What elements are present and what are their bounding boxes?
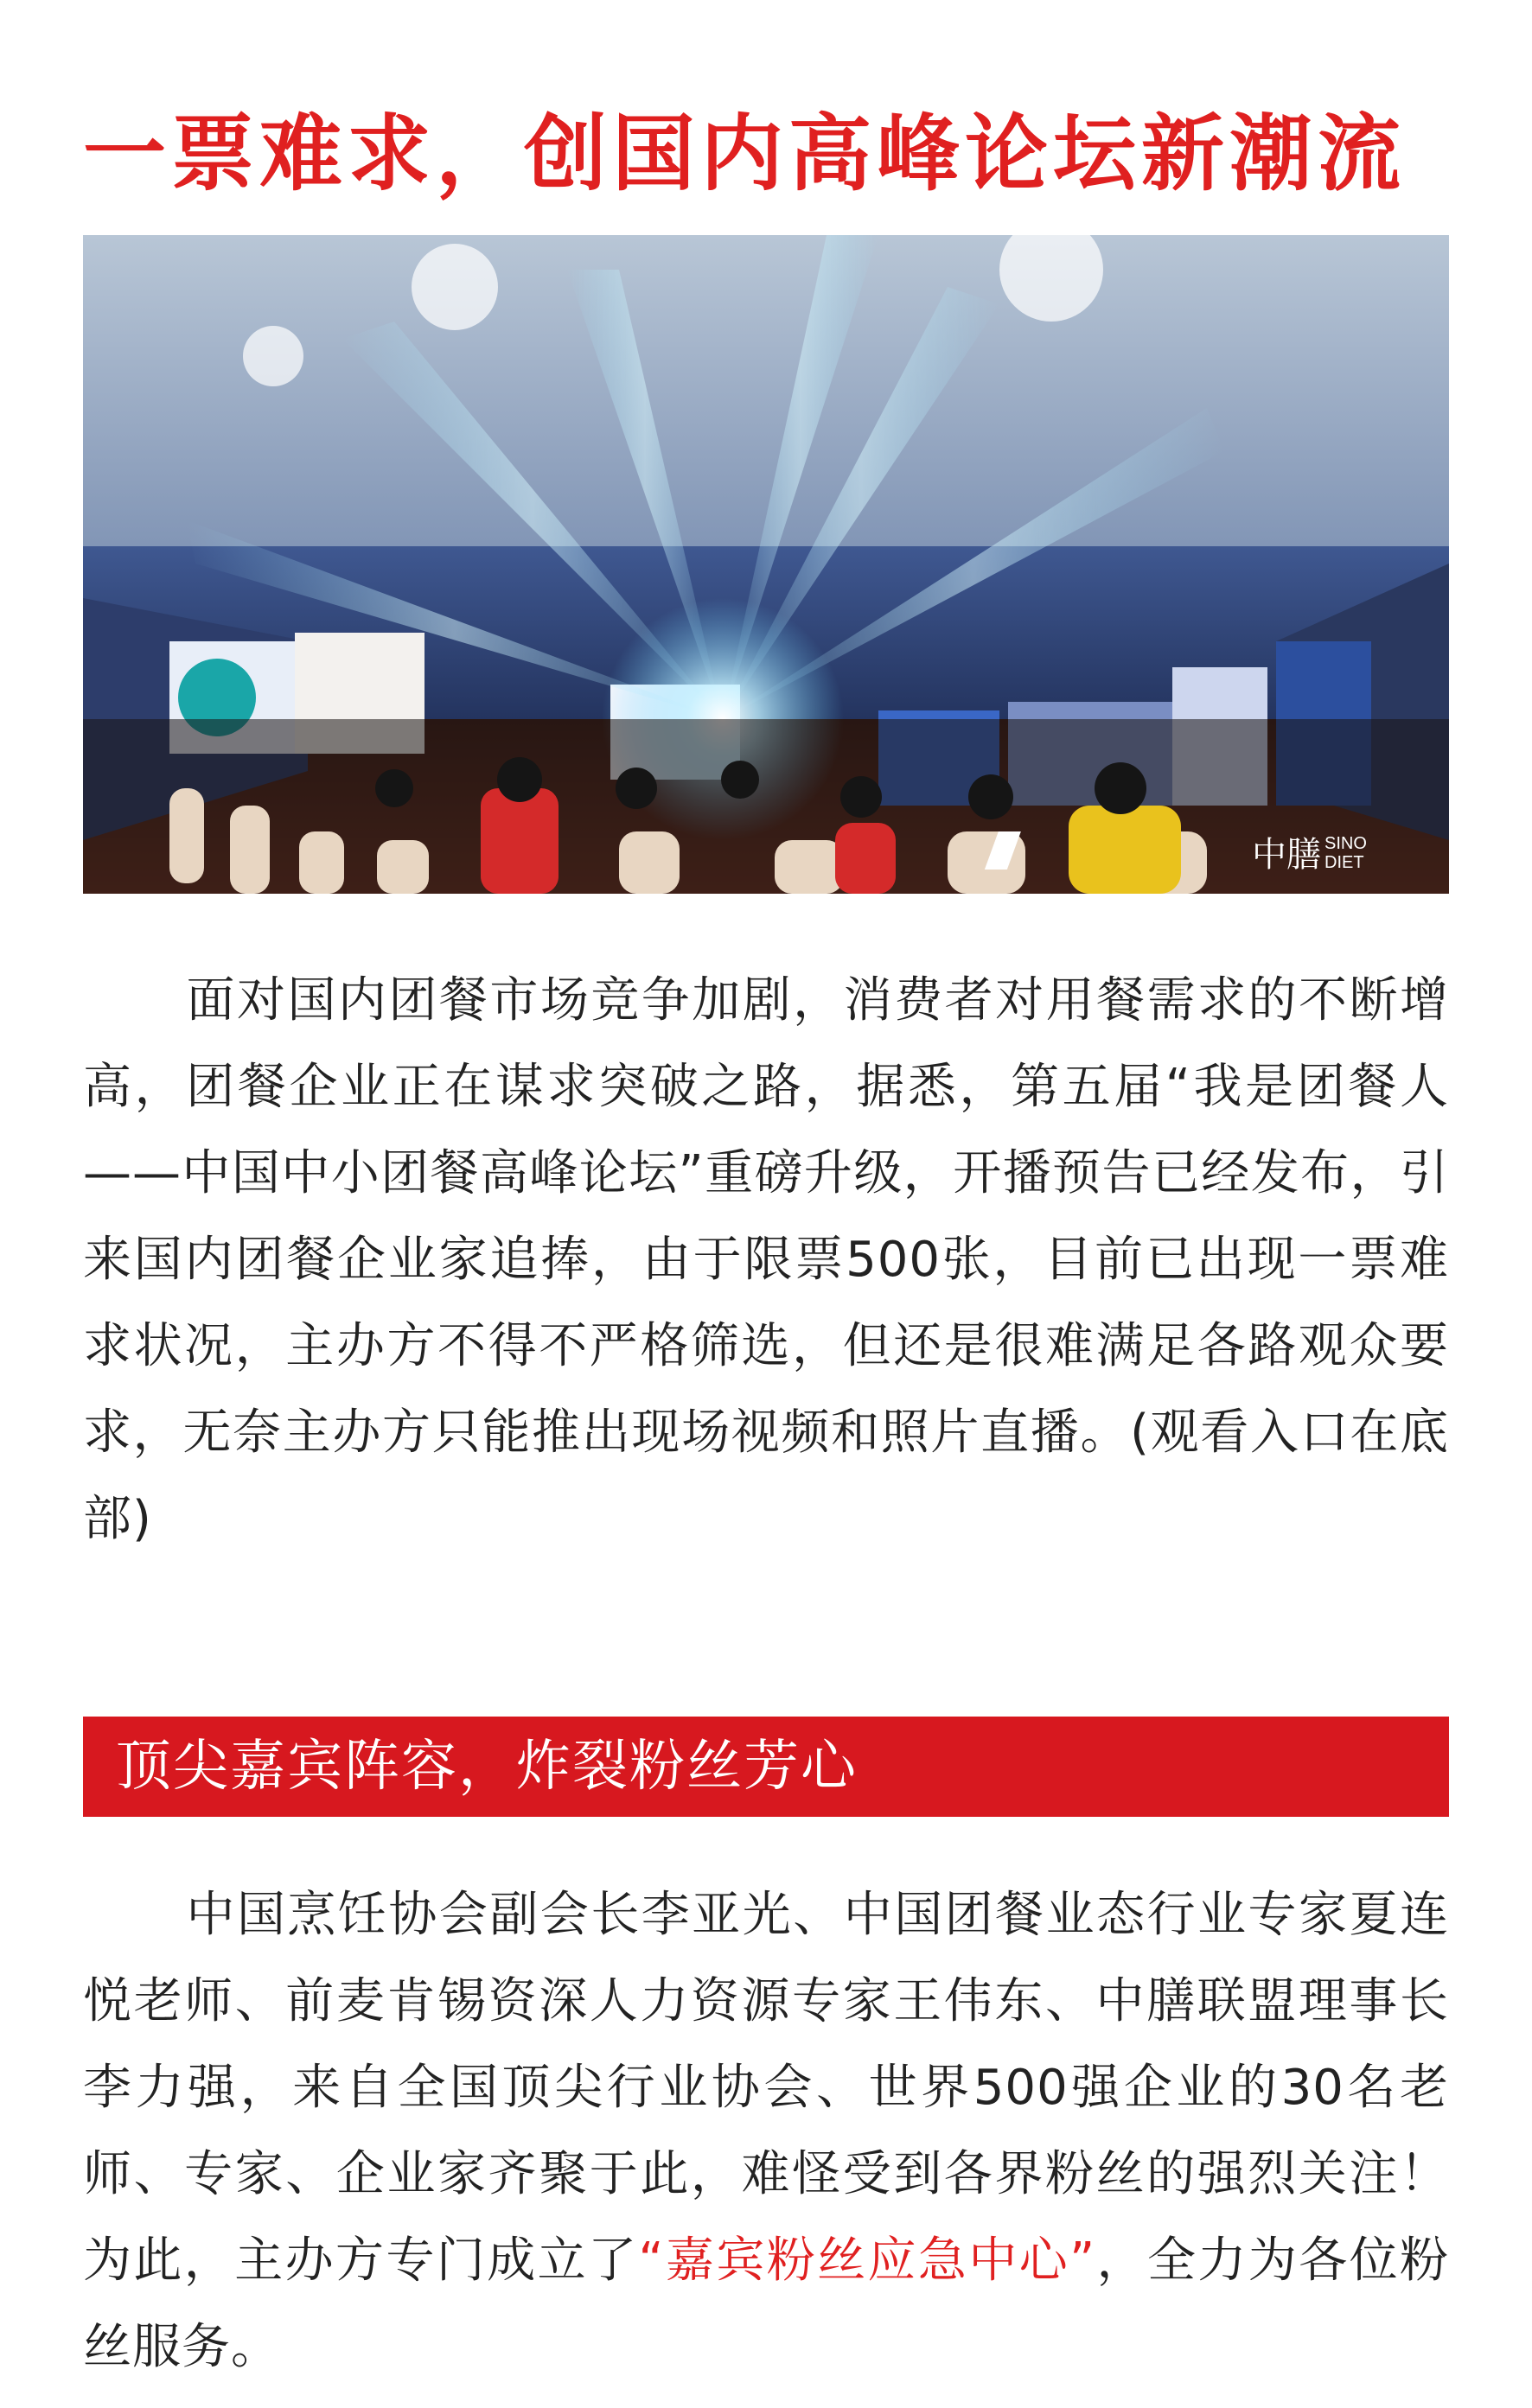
intro-text: 面对国内团餐市场竞争加剧，消费者对用餐需求的不断增高，团餐企业正在谋求突破之路，据悉，第五届“我是团餐人——中国中小团餐高峰论坛”重磅升级，开播预告已经发布，引来国内团餐企业家追捧，由于限票500张，目前已出现一票难求状况，主办方不得不严格筛选，但还是很难满足各路观众要求，无奈主办方只能推出现场视频和照片直播。(观看入口在底部) xyxy=(83,972,1449,1547)
guests-text-end: ，全力为各位粉丝服务。 xyxy=(83,2233,1449,2375)
section-title: 顶尖嘉宾阵容，炸裂粉丝芳心 xyxy=(116,1735,858,1799)
section-header xyxy=(83,1717,1449,1817)
intro-paragraph xyxy=(83,958,1449,1563)
page-title: 一票难求，创国内高峰论坛新潮流 xyxy=(83,105,1406,202)
guests-highlight: “嘉宾粉丝应急中心” xyxy=(638,2233,1096,2289)
watermark-main: 中膳 xyxy=(1252,836,1321,874)
watermark-sub1: SINO xyxy=(1325,834,1367,853)
guests-text: 中国烹饪协会副会长李亚光、中国团餐业态行业专家夏连悦老师、前麦肯锡资深人力资源专家王伟东、中膳联盟理事长李力强，来自全国顶尖行业协会、世界500强企业的30名老师、专家、企业家齐聚于此，难怪受到各界粉丝的强烈关注！为此，主办方专门成立了 xyxy=(83,1887,1449,2289)
watermark-sub2: DIET xyxy=(1325,853,1364,872)
guests-paragraph xyxy=(83,1872,1449,2391)
conference-photo xyxy=(83,235,1449,894)
